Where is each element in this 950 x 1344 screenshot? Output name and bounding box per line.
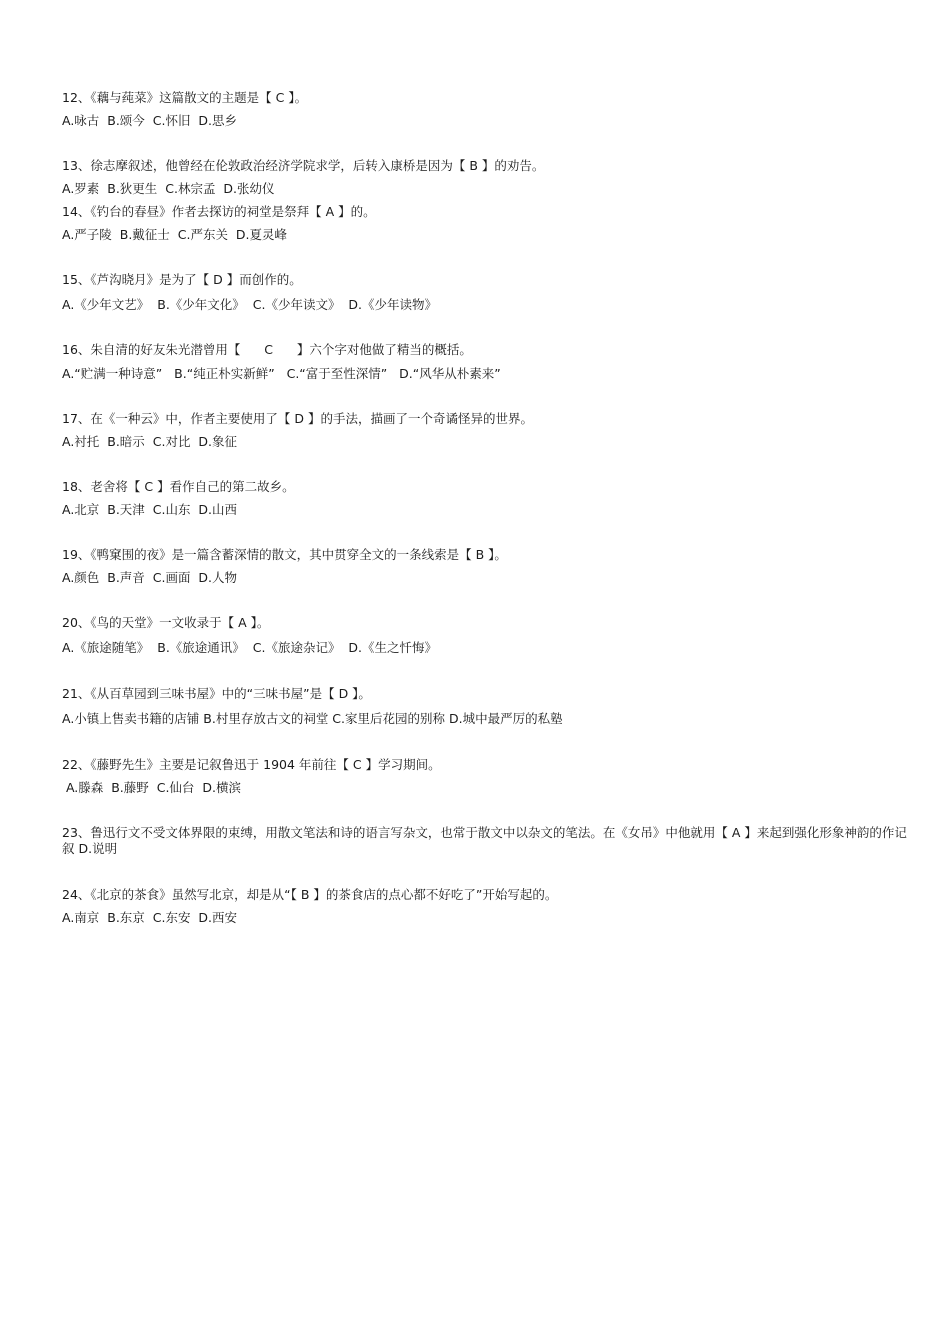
question-23: 23、鲁迅行文不受文体界限的束缚，用散文笔法和诗的语言写杂文，也常于散文中以杂文的笔法。在《女吊》中他就用【 A 】来起到强化形象神韵的作记叙 D.说明 bbox=[62, 825, 907, 856]
question-14: 14、《钓台的春昼》作者去探访的祠堂是祭拜【 A 】的。 bbox=[62, 204, 376, 219]
options-22: A.滕森 B.藤野 C.仙台 D.横滨 bbox=[62, 780, 241, 795]
question-13: 13、徐志摩叙述，他曾经在伦敦政治经济学院求学，后转入康桥是因为【 B 】的劝告。 bbox=[62, 158, 545, 173]
options-13: A.罗素 B.狄更生 C.林宗孟 D.张幼仪 bbox=[62, 181, 275, 196]
question-19: 19、《鸭窠围的夜》是一篇含蓄深情的散文，其中贯穿全文的一条线索是【 B 】。 bbox=[62, 547, 507, 562]
question-16: 16、朱自清的好友朱光潜曾用【 C 】六个字对他做了精当的概括。 bbox=[62, 342, 472, 357]
options-18: A.北京 B.天津 C.山东 D.山西 bbox=[62, 502, 237, 517]
question-17: 17、在《一种云》中，作者主要使用了【 D 】的手法，描画了一个奇谲怪异的世界。 bbox=[62, 411, 533, 426]
options-20: A.《旅途随笔》 B.《旅途通讯》 C.《旅途杂记》 D.《生之忏悔》 bbox=[62, 640, 437, 655]
options-21: A.小镇上售卖书籍的店铺 B.村里存放古文的祠堂 C.家里后花园的别称 D.城中最严厉的私塾 bbox=[62, 711, 563, 726]
question-20: 20、《鸟的天堂》一文收录于【 A 】。 bbox=[62, 615, 270, 630]
options-15: A.《少年文艺》 B.《少年文化》 C.《少年读文》 D.《少年读物》 bbox=[62, 297, 437, 312]
options-17: A.衬托 B.暗示 C.对比 D.象征 bbox=[62, 434, 237, 449]
question-18: 18、老舍将【 C 】看作自己的第二故乡。 bbox=[62, 479, 295, 494]
options-24: A.南京 B.东京 C.东安 D.西安 bbox=[62, 910, 237, 925]
question-24: 24、《北京的茶食》虽然写北京，却是从“【 B 】的茶食店的点心都不好吃了”开始写起的。 bbox=[62, 887, 558, 902]
options-19: A.颜色 B.声音 C.画面 D.人物 bbox=[62, 570, 237, 585]
question-22: 22、《藤野先生》主要是记叙鲁迅于 1904 年前往【 C 】学习期间。 bbox=[62, 757, 441, 772]
options-14: A.严子陵 B.戴征士 C.严东关 D.夏灵峰 bbox=[62, 227, 287, 242]
options-16: A.“贮满一种诗意” B.“纯正朴实新鲜” C.“富于至性深情” D.“风华从朴素来” bbox=[62, 366, 501, 381]
options-12: A.咏古 B.颂今 C.怀旧 D.思乡 bbox=[62, 113, 237, 128]
question-15: 15、《芦沟晓月》是为了【 D 】而创作的。 bbox=[62, 272, 302, 287]
question-21: 21、《从百草园到三味书屋》中的“三味书屋”是【 D 】。 bbox=[62, 686, 371, 701]
question-12: 12、《藕与莼菜》这篇散文的主题是【 C 】。 bbox=[62, 90, 308, 105]
